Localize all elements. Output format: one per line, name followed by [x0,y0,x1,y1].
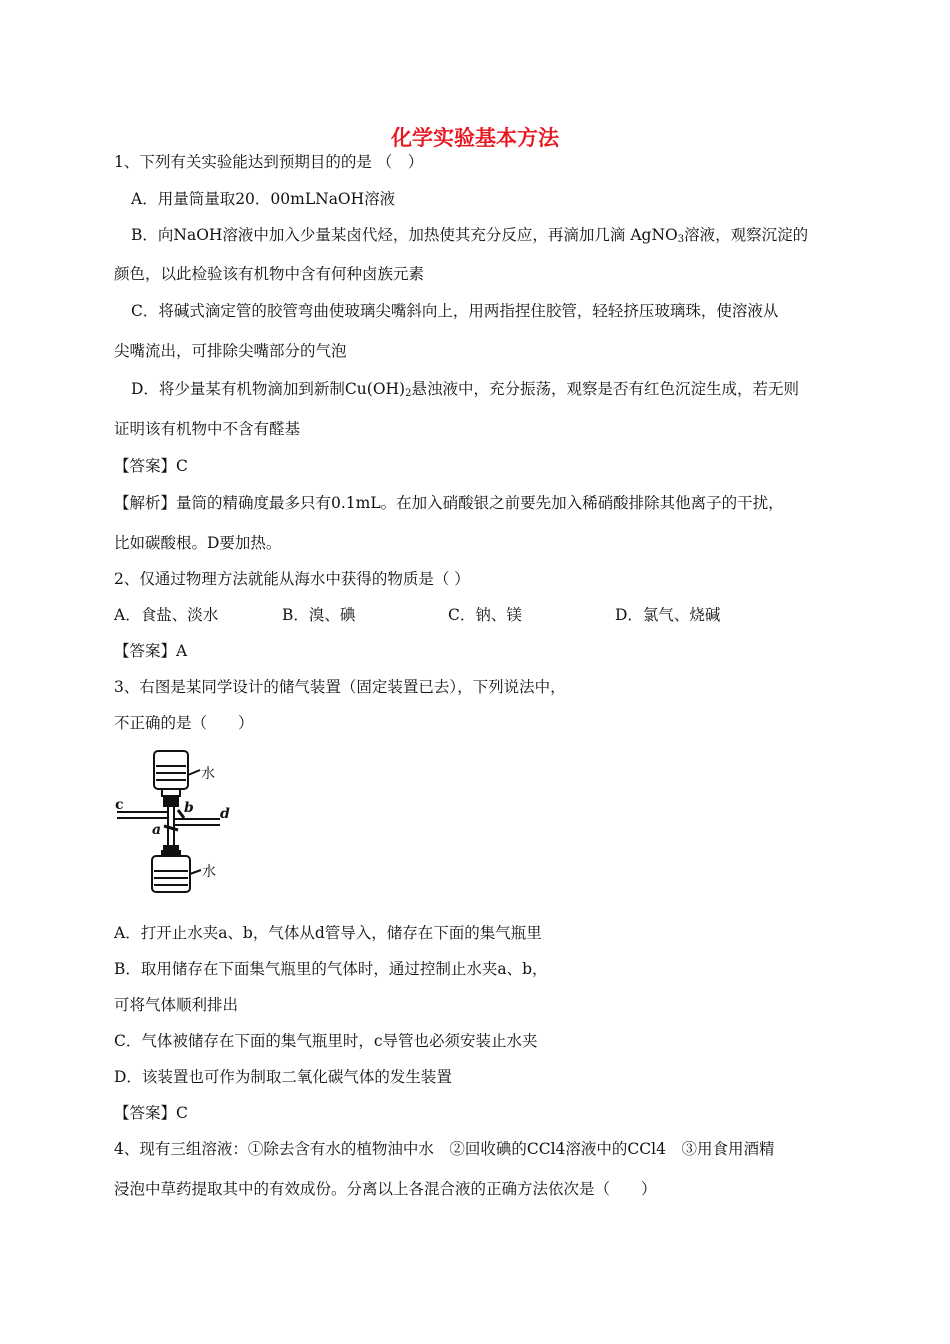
q2-option-a: A．食盐、淡水 [114,606,219,624]
label-d: d [220,806,230,822]
q3-option-b-line1: B．取用储存在下面集气瓶里的气体时，通过控制止水夹a、b， [114,960,548,978]
q4-stem-line1: 4、现有三组溶液：①除去含有水的植物油中水 ②回收碘的CCl4溶液中的CCl4 ③用食用酒精 [114,1140,775,1158]
q1-option-c-line2: 尖嘴流出，可排除尖嘴部分的气泡 [114,342,347,360]
label-c: c [115,797,124,813]
q3-option-c: C．气体被储存在下面的集气瓶里时，c导管也必须安装止水夹 [114,1032,538,1050]
label-water-bottom: 水 [202,864,216,880]
q4-stem-line2: 浸泡中草药提取其中的有效成份。分离以上各混合液的正确方法依次是（ ） [114,1180,657,1198]
q1-stem: 1、下列有关实验能达到预期目的的是 （ ） [114,153,424,171]
label-b: b [184,800,194,816]
q1-option-b-line2: 颜色，以此检验该有机物中含有何种卤族元素 [114,265,425,283]
q1-analysis-line2: 比如碳酸根。D要加热。 [114,534,282,552]
q3-stem-line2: 不正确的是（ ） [114,714,254,732]
q3-answer: 【答案】C [114,1104,188,1122]
q1-option-a: A．用量筒量取20．00mLNaOH溶液 [131,190,396,208]
q1-option-b-line1: B．向NaOH溶液中加入少量某卤代烃，加热使其充分反应，再滴加几滴 AgNO$_3$溶液，观察沉淀的 [131,226,809,245]
q2-stem: 2、仅通过物理方法就能从海水中获得的物质是（ ） [114,570,470,588]
q1-option-c-line1: C．将碱式滴定管的胶管弯曲使玻璃尖嘴斜向上，用两指捏住胶管，轻轻挤压玻璃珠，使溶液从 [131,302,779,320]
q1-answer: 【答案】C [114,457,188,475]
q1-option-d-line1: D．将少量某有机物滴加到新制$Cu(OH)_2$悬浊液中，充分振荡，观察是否有红色沉淀生成，若无则 [131,380,799,399]
q2-option-d: D．氯气、烧碱 [615,606,721,624]
label-water-top: 水 [201,766,215,782]
q3-option-b-line2: 可将气体顺利排出 [114,996,239,1014]
q2-option-c: C．钠、镁 [448,606,522,624]
gas-storage-apparatus-figure [112,746,247,896]
q3-option-a: A．打开止水夹a、b，气体从d管导入，储存在下面的集气瓶里 [114,924,542,942]
q1-analysis-line1: 【解析】量筒的精确度最多只有0.1mL。在加入硝酸银之前要先加入稀硝酸排除其他离子的干扰， [114,494,784,512]
page-title: 化学实验基本方法 [391,125,559,150]
q2-answer: 【答案】A [114,642,188,660]
q3-stem-line1: 3、右图是某同学设计的储气装置（固定装置已去），下列说法中， [114,678,566,696]
q3-option-d: D．该装置也可作为制取二氧化碳气体的发生装置 [114,1068,452,1086]
q2-option-b: B．溴、碘 [282,606,356,624]
q1-option-d-line2: 证明该有机物中不含有醛基 [114,420,301,438]
label-a: a [152,822,162,838]
